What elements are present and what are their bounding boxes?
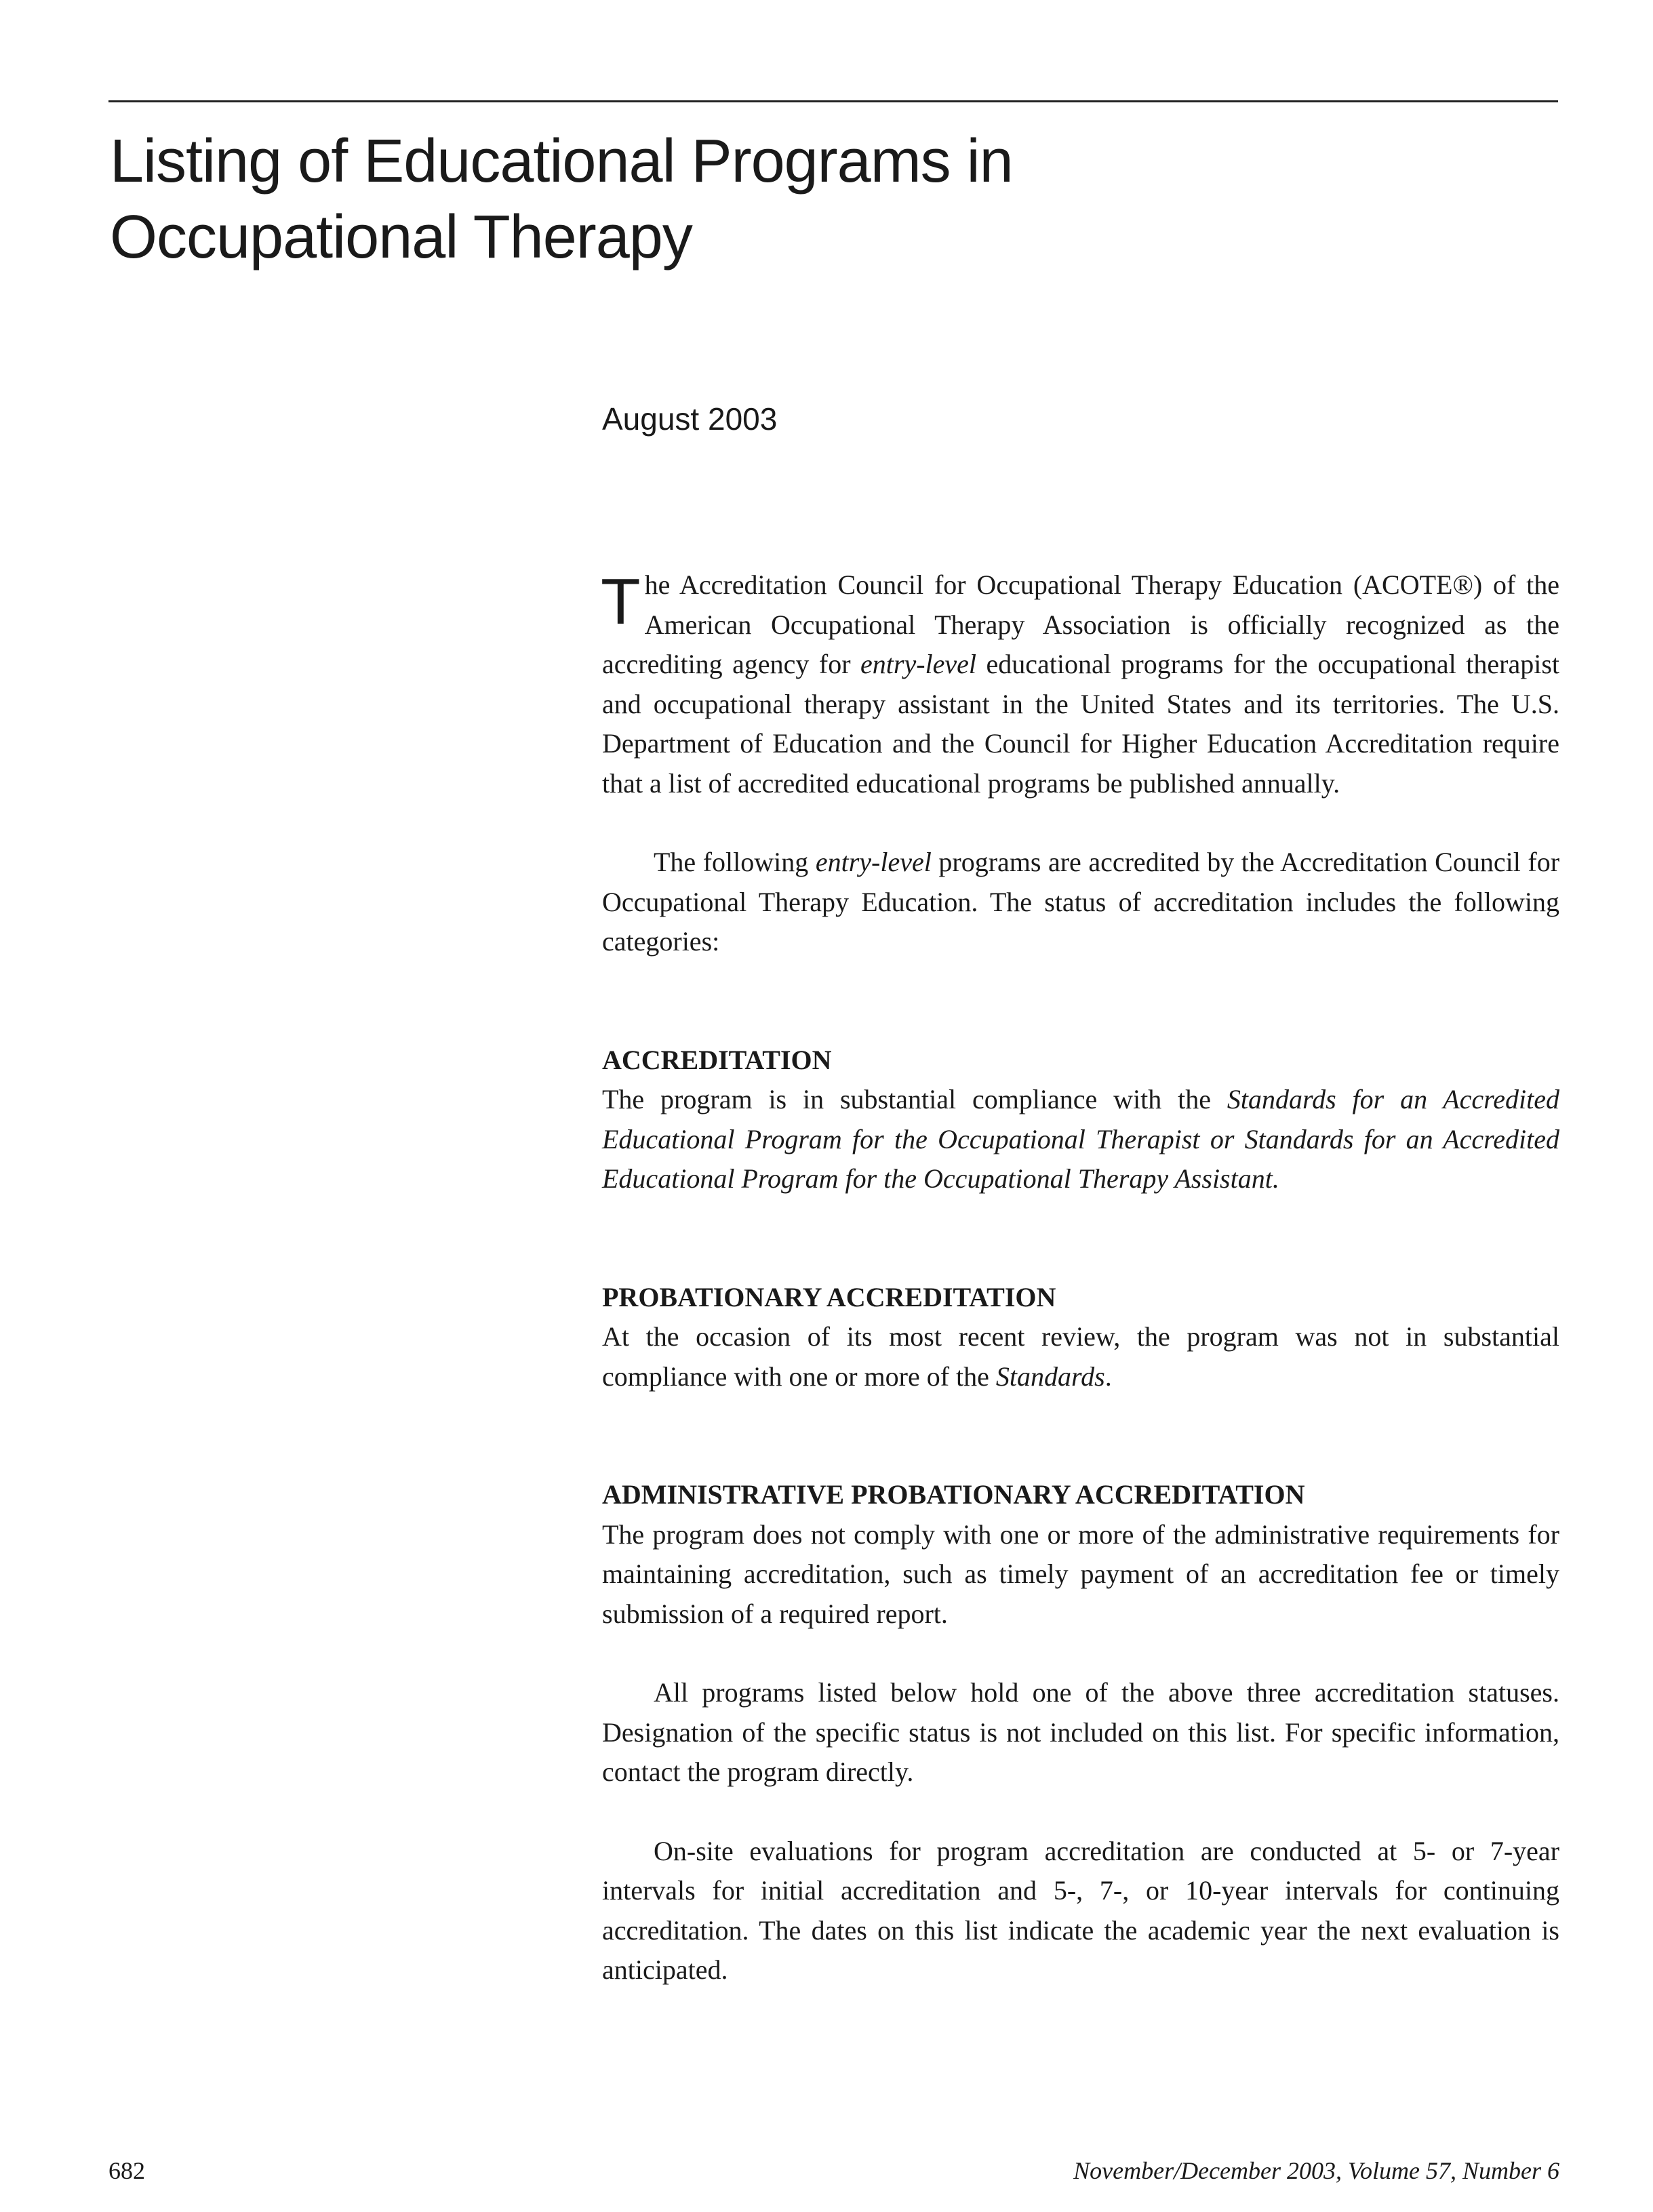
journal-citation: November/December 2003, Volume 57, Number 6 (1073, 2157, 1559, 2184)
category-administrative-probationary-accreditation (602, 1475, 1559, 1634)
category-description (602, 1317, 1559, 1396)
intro-paragraph (602, 565, 1559, 803)
page-number: 682 (108, 2157, 145, 2184)
category-accreditation (602, 1041, 1559, 1199)
category-description (602, 1515, 1559, 1634)
category-emphasis: Standards for an Accredited Educational Program for the Occupational Therapist or Standards for an Accredited Educational Program for the Occupational Therapy Assistant. (602, 1084, 1559, 1194)
category-description (602, 1080, 1559, 1199)
following-paragraph (602, 843, 1559, 962)
following-text-after: programs are accredited by the Accreditation Council for Occupational Therapy Education. The status of accreditation includes the following categories: (602, 847, 1560, 957)
category-text-after: . (1104, 1361, 1112, 1392)
intro-text-after: educational programs for the occupational therapist and occupational therapy assistant in the United States and its territories. The U.S. Department of Education and the Council for Higher Education Accreditation require that a list of accredited educational programs be published annually. (602, 649, 1560, 799)
article-body (602, 565, 1559, 1990)
page-title-line-2: Occupational Therapy (110, 203, 692, 271)
category-text-before: The program does not comply with one or more of the administrative requirements for maintaining accreditation, such as timely payment of an accreditation fee or timely submission of a required report. (602, 1519, 1559, 1629)
page-title-line-1: Listing of Educational Programs in (110, 127, 1013, 195)
category-text-before: The program is in substantial compliance with the (602, 1084, 1227, 1114)
page-title (110, 123, 1195, 275)
intro-text: he Accreditation Council for Occupational Therapy Education (ACOTE®) of the American Occupational Therapy Association is officially recognized as the accrediting agency for (602, 569, 1559, 679)
statuses-paragraph: All programs listed below hold one of the above three accreditation statuses. Designation of the specific status is not included on this list. For specific information, contact the program directly. (602, 1677, 1559, 1787)
drop-cap: T (601, 565, 641, 638)
top-rule (108, 100, 1558, 102)
intro-emphasis: entry-level (860, 649, 977, 679)
following-emphasis: entry-level (815, 847, 932, 877)
section-heading: ADMINISTRATIVE PROBATIONARY ACCREDITATION (602, 1479, 1305, 1510)
publication-date: August 2003 (602, 401, 778, 437)
category-text-before: At the occasion of its most recent review, the program was not in substantial compliance with one or more of the (602, 1321, 1559, 1392)
following-text-before: The following (654, 847, 816, 877)
section-heading: ACCREDITATION (602, 1044, 832, 1075)
section-heading: PROBATIONARY ACCREDITATION (602, 1281, 1056, 1312)
evaluations-paragraph: On-site evaluations for program accreditation are conducted at 5- or 7-year intervals for initial accreditation and 5-, 7-, or 10-year intervals for continuing accreditation. The dates on this list indicate the academic year the next evaluation is anticipated. (602, 1835, 1559, 1985)
category-emphasis: Standards (995, 1361, 1105, 1392)
category-probationary-accreditation (602, 1278, 1559, 1397)
